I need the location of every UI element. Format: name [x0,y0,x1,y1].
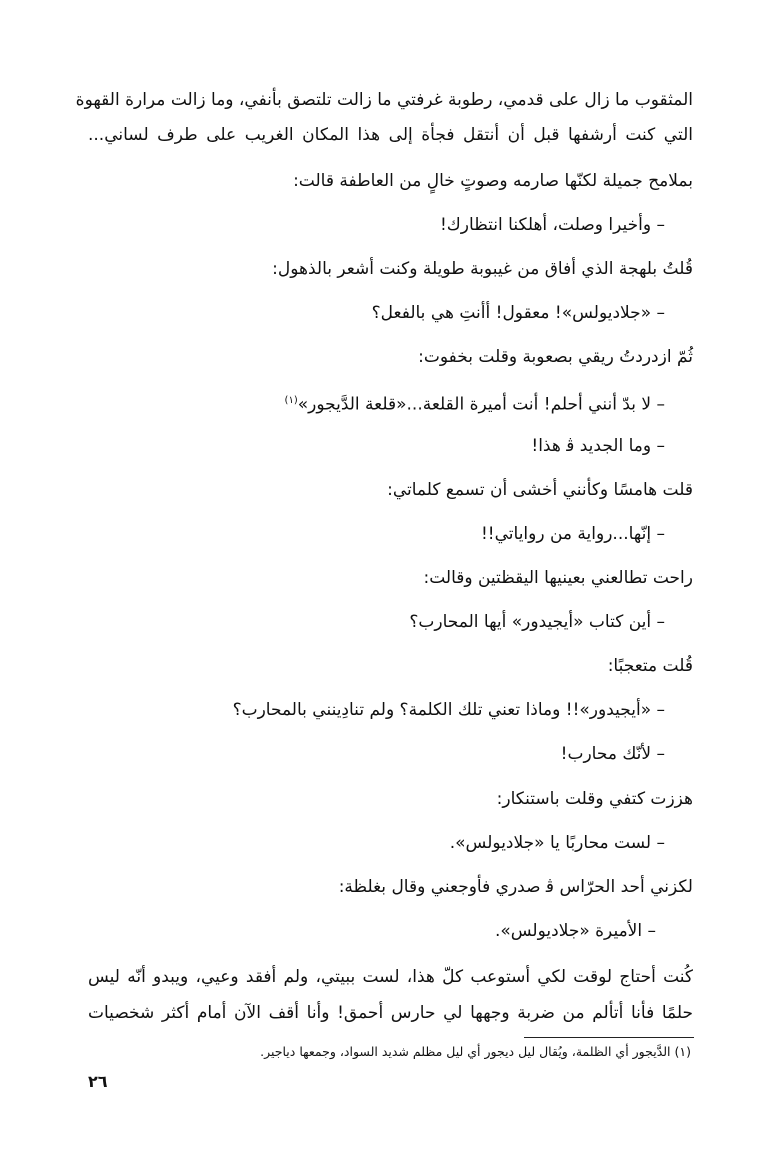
paragraph-line: لكزني أحد الحرّاس ﭬ صدري فأوجعني وقال بغلظة: [338,877,693,897]
dialogue-line: – لست محاربًا يا «جلاديولس». [449,833,665,853]
dialogue-line: – وأخيرا وصلت، أهلكنا انتظارك! [439,215,665,235]
paragraph-line: راحت تطالعني بعينيها اليقظتين وقالت: [423,568,693,588]
paragraph-line: حلمًا فأنا أتألم من ضربة وجهها لي حارس أحمق! وأنا أقف الآن أمام أكثر شخصيات [88,1003,693,1023]
dialogue-text: – لا بدّ أنني أحلم! أنت أميرة القلعة...«قلعة الدَّيجور» [297,394,665,415]
dialogue-line: – وما الجديد ﭬ هذا! [531,436,665,456]
paragraph-line: ثُمّ ازدردتُ ريقي بصعوبة وقلت بخفوت: [418,347,693,367]
footnote-reference: (١) [284,395,298,406]
paragraph-line: المثقوب ما زال على قدمي، رطوبة غرفتي ما زالت تلتصق بأنفي، وما زالت مرارة القهوة [75,90,693,110]
paragraph-line: هززت كتفي وقلت باستنكار: [496,789,693,809]
dialogue-line: – «جلاديولس»! معقول! أأنتِ هي بالفعل؟ [371,303,665,323]
paragraph-line: قلت هامسًا وكأنني أخشى أن تسمع كلماتي: [387,480,693,500]
page-number: ٢٦ [88,1072,108,1091]
paragraph-line: قُلتُ بلهجة الذي أفاق من غيبوبة طويلة وكنت أشعر بالذهول: [272,259,693,279]
footnote: (١) الدَّيجور أي الظلمة، ويُقال ليل ديجور أي ليل مظلم شديد السواد، وجمعها دياجير. [260,1044,691,1059]
dialogue-line: – الأميرة «جلاديولس». [494,921,656,941]
paragraph-line: التي كنت أرشفها قبل أن أنتقل فجأة إلى هذا المكان الغريب على طرف لساني... [88,125,693,145]
dialogue-line [285,388,665,418]
paragraph-line: بملامح جميلة لكنّها صارمه وصوتٍ خالٍ من العاطفة قالت: [293,171,693,191]
dialogue-line: – «أيجيدور»!! وماذا تعني تلك الكلمة؟ ولم تنادِينني بالمحارب؟ [232,700,665,720]
dialogue-line: – لأنّك محارب! [560,744,665,764]
paragraph-line: قُلت متعجبًا: [607,656,693,676]
paragraph-line: كُنت أحتاج لوقت لكي أستوعب كلّ هذا، لست ببيتي، ولم أفقد وعيي، ويبدو أنّه ليس [88,967,693,987]
dialogue-line: – أين كتاب «أيجيدور» أيها المحارب؟ [409,612,665,632]
footnote-divider [524,1037,694,1038]
dialogue-line: – إنّها...رواية من رواياتي!! [480,524,665,544]
